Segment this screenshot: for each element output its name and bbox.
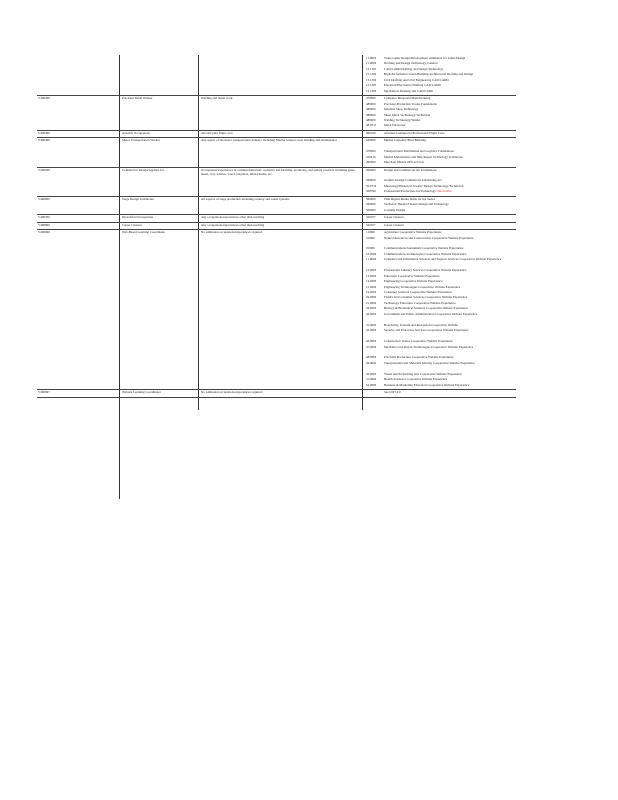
cip-title: Machine Shop Technology <box>384 107 419 112</box>
cip-title: Civil Drafting and Civil Engineering CAD/CADD <box>384 77 449 82</box>
column-divider <box>119 55 120 499</box>
cip-title: Technology Education Cooperative Website Experience <box>384 300 456 305</box>
cip-title: Design and Commercial Art Foundations <box>384 167 437 172</box>
cip-code: 13.0000 <box>366 273 377 278</box>
occupation-description: Welding and metal work <box>201 96 233 101</box>
cip-title: Family and Consumer Sciences Cooperative Website Experience <box>384 295 468 300</box>
cip-code: 480000 <box>366 112 376 117</box>
cip-code: 14.0000 <box>366 279 377 284</box>
cip-code: 500400 <box>366 178 376 183</box>
cip-code: 500000 <box>366 167 376 172</box>
cip-code: 15.1302 <box>366 72 377 77</box>
cip-title: Mechanical Drafting and CAD/CADD <box>384 88 434 93</box>
cip-code: 19.0000 <box>366 290 377 294</box>
cip-title: Engineering Cooperative Website Experience <box>384 279 443 284</box>
cip-title: Professional/Production Art/Technology/ Decorative <box>384 189 452 194</box>
column-divider <box>198 55 199 410</box>
occupation-description: No additional occupations/experiences required <box>201 390 263 395</box>
cip-code: 470000 <box>366 149 376 154</box>
occupation-description: Any occupations/experiences other than teaching <box>201 215 265 220</box>
cip-code: 500799 <box>366 189 376 194</box>
highlighted-term: Decorative <box>436 189 452 194</box>
cip-title: Precision Production Trades Foundations <box>384 101 437 106</box>
cip-code: 480000 <box>366 107 376 112</box>
cip-title: Merchant Marine Officer/Crew <box>384 160 425 165</box>
cip-code: 11.0000 <box>366 257 377 262</box>
cip-code: 15.0000 <box>366 284 377 289</box>
occupation-description: Any aspect of the motor transportation industry including Marine Science, boat building and maintenance <box>201 138 338 143</box>
cip-code: 3.0000 <box>366 235 375 240</box>
cip-code: 50.0710 <box>366 183 377 188</box>
cip-code: 15.1301 <box>366 66 377 71</box>
cip-code: 500000 <box>366 202 376 207</box>
cip-code: 44.0000 <box>366 311 377 316</box>
cip-title: Museology/Historical Jewelry Design Technology/Technician <box>384 183 464 188</box>
column-divider <box>362 55 363 410</box>
cip-title: Costume Design <box>384 207 406 212</box>
cip-code: 11.0000 <box>366 56 377 60</box>
cip-title: See CIP 10.0 <box>384 390 401 395</box>
cip-title: Metal Fabricator <box>384 123 406 128</box>
occupation-title: Website Learning Coordinator <box>122 390 161 395</box>
occupation-title: Motor Transportation Worker <box>122 138 160 143</box>
cip-code: 490100 <box>366 130 376 135</box>
cip-title: Welding Technology/Welder <box>384 117 421 122</box>
occupation-description: Occupations/experiences in commercialization, creativity and Drafting, producing, and selling products including glass, metal, clay, textiles, wood, polymers, mixed media, etc. <box>201 167 356 176</box>
cip-title: Agriculture Cooperative Website Experience <box>384 230 442 235</box>
cip-title: Construction Trades Cooperative Website Experience <box>384 339 453 344</box>
cip-title: Transportation Distribution and Logistics Foundations <box>384 149 454 154</box>
cip-code: 500000 <box>366 196 376 201</box>
cip-title: Drafting and Design Technology, General <box>384 61 438 66</box>
cip-title: Aviation/Commercial/Professional Flight Crew <box>384 130 445 135</box>
cip-title: Communications/Journalism Cooperative Website Experience <box>384 246 464 251</box>
occupation-title: Commercial Design/Applied Art <box>122 167 164 172</box>
cip-code: 490000 <box>366 160 376 165</box>
occupation-title: Career Clusters <box>122 222 142 227</box>
cip-title: Business & Marketing Education Cooperative Website Experience <box>384 382 470 387</box>
occupation-code: V490200 <box>38 96 50 101</box>
occupation-title: Web-Based Learning Coordinator <box>122 230 166 235</box>
cip-title: Education Cooperative Website Experience <box>384 273 440 278</box>
cip-code: 480000 <box>366 101 376 106</box>
occupation-code: V490400 <box>38 138 50 143</box>
occupation-code: V490997 <box>38 390 50 395</box>
cip-code: 49.0000 <box>366 360 377 365</box>
cip-code: 31.0000 <box>366 322 377 327</box>
cip-code: 10.0000 <box>366 251 377 256</box>
cip-title: Marine Carpentry/Boat Building <box>384 138 426 143</box>
occupation-title: Diversified Occupations <box>122 215 154 220</box>
cip-title: Consumer Sciences Cooperative Website Experience <box>384 290 452 294</box>
cip-code: 480000 <box>366 117 376 122</box>
cip-code: 47.0000 <box>366 344 377 349</box>
cip-code: 470000 <box>366 96 376 101</box>
occupation-code: V490500 <box>38 167 50 172</box>
cip-code: 320107 <box>366 215 376 220</box>
occupation-title: Stage Design Technician <box>122 196 154 201</box>
cip-title: Computer Integrated Manufacturing <box>384 96 431 101</box>
cip-title: Engineering Technologies Cooperative Website Experience <box>384 284 461 289</box>
cip-title: Career Clusters <box>384 222 404 227</box>
occupation-code: V490300 <box>38 130 50 135</box>
cip-code: 470616 <box>366 154 376 159</box>
cip-code: 51.0000 <box>366 377 377 382</box>
occupation-code: V490600 <box>38 196 50 201</box>
cip-title: Graphic Design/Commercial Advertising Art <box>384 178 442 183</box>
cip-code: 9.0000 <box>366 246 375 251</box>
cip-title: Government and Public Administration Cooperative Website Experience <box>384 311 478 316</box>
cip-title: Sheet Metal Technology/Technician <box>384 112 431 117</box>
cip-code: 52.0000 <box>366 382 377 387</box>
cip-code: 21.0000 <box>366 300 377 305</box>
cip-code: 15.1306 <box>366 88 377 93</box>
cip-title: Film Digital Media Skills for the Series <box>384 196 435 201</box>
occupation-code: V490800 <box>38 222 50 227</box>
occupation-description: No additional occupations/experiences required <box>201 230 263 235</box>
cip-title: Career Clusters <box>384 215 404 220</box>
cip-code: 15.1303 <box>366 83 377 88</box>
cip-title: Hospitality, Tourism and Recreation Cooperative Website <box>384 322 458 327</box>
occupation-description: Aircraft/pilot flight crew <box>201 130 233 135</box>
cip-code: 48.0511 <box>366 123 377 128</box>
cip-title: Health Sciences Cooperative Website Experience <box>384 377 448 382</box>
cip-title: Visual and Performing Arts Cooperative Website Experience <box>384 371 462 376</box>
cip-code: 1.0000 <box>366 230 375 235</box>
cip-title: Computer and Information Sciences and Support Services Cooperative Website Experience <box>384 257 502 262</box>
occupation-title: Aviation Occupations <box>122 130 150 135</box>
cip-code: 15.1304 <box>366 77 377 82</box>
cip-code: 46.0000 <box>366 339 377 344</box>
occupation-code: V490700 <box>38 215 50 220</box>
occupation-description: Any occupations/experiences other than teaching <box>201 222 265 227</box>
cip-title: Mechanics and Repair Technologies Cooperative Website Experience <box>384 344 474 349</box>
cip-title: Technical Theatre/Theater Design and Technology <box>384 202 449 207</box>
cip-title: Electrical/Electronics Drafting CAD/CADD <box>384 83 441 88</box>
cip-title: Security and Protective Services Cooperative Website Experience <box>384 328 469 333</box>
cip-code: 320107 <box>366 222 376 227</box>
row-separator <box>37 397 516 398</box>
cip-code: 43.0000 <box>366 328 377 333</box>
cip-code: 48.0000 <box>366 355 377 360</box>
cip-title: Transportation and Materials Moving Cooperative Website Experience <box>384 360 475 365</box>
cip-code: 26.0000 <box>366 306 377 311</box>
cip-code: 29.0000 <box>366 295 377 300</box>
cip-code: 12.0000 <box>366 268 377 273</box>
cip-code: 11.0000 <box>366 61 377 66</box>
cip-title: Communications Technologies Cooperative Website Experience <box>384 251 467 256</box>
cip-code: 50.0000 <box>366 371 377 376</box>
occupation-code: V490900 <box>38 230 50 235</box>
occupation-description: All aspects of stage production including scenery and sound systems <box>201 196 290 201</box>
cip-code: 500000 <box>366 207 376 212</box>
occupation-title: Precision Metal Worker <box>122 96 153 101</box>
cip-title: Video Game Design/Development Animation for Game Design <box>384 56 466 60</box>
cip-title: Natural Resources and Conservation Cooperative Website Experience <box>384 235 474 240</box>
cip-title: CAD/CADD Drafting and Design Technology <box>384 66 444 71</box>
cip-code: 430000 <box>366 138 376 143</box>
cip-title: Biology & Biomedical Sciences Cooperative Website Experience <box>384 306 468 311</box>
cip-title: Professional Culinary Services Cooperative Website Experience <box>384 268 467 273</box>
cip-title: Precision Production Cooperative Website Experience <box>384 355 454 360</box>
cip-title: Marine Maintenance and Ship Repair Technology Technician <box>384 154 463 159</box>
cip-title: High-Performance Green Building Architectural Drafting and Design <box>384 72 474 77</box>
